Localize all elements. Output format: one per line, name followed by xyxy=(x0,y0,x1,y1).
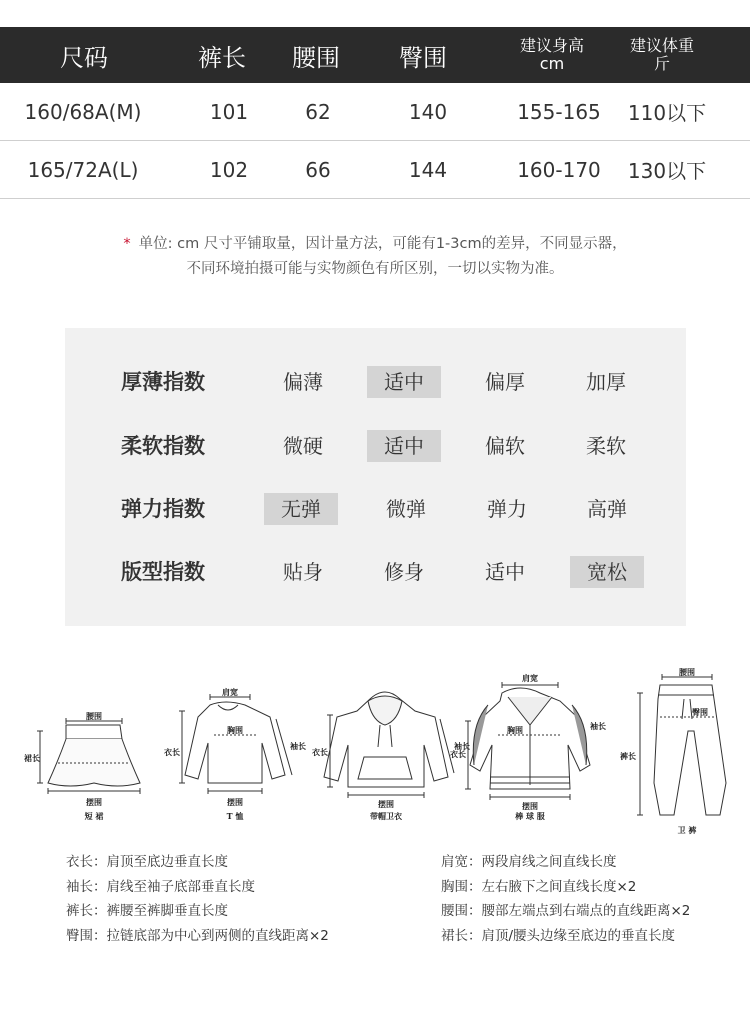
definition-item: 袖长：肩线至袖子底部垂直长度 xyxy=(66,878,255,895)
table-cell: 165/72A(L) xyxy=(27,157,139,182)
table-cell: 130以下 xyxy=(627,159,707,183)
note-line-1: 单位: cm 尺寸平铺取量，因计量方法，可能有1-3cm的差异，不同显示器， xyxy=(138,236,627,252)
hoodie-sleeve-label: 袖长 xyxy=(454,741,470,751)
jacket-length-label: 衣长 xyxy=(450,749,466,759)
baseball-jacket-diagram xyxy=(465,682,590,800)
hoodie-hem-label: 摆围 xyxy=(378,799,394,809)
index-option: 适中 xyxy=(485,560,525,584)
hoodie-length-label: 衣长 xyxy=(312,747,328,757)
tshirt-shoulder-label: 肩宽 xyxy=(222,687,238,697)
index-option: 修身 xyxy=(384,560,424,584)
skirt-length-label: 裙长 xyxy=(24,753,40,763)
jacket-name: 棒 球 服 xyxy=(515,811,545,821)
skirt-diagram xyxy=(37,718,140,794)
tshirt-chest-label: 胸围 xyxy=(227,725,243,735)
pants-name: 卫 裤 xyxy=(677,825,697,835)
index-row-thickness xyxy=(65,364,686,400)
definition-item: 裙长：肩顶/腰头边缘至底边的垂直长度 xyxy=(441,927,676,944)
jacket-shoulder-label: 肩宽 xyxy=(522,673,538,683)
table-cell: 102 xyxy=(209,157,249,182)
header-hip: 臀围 xyxy=(399,43,447,72)
size-table-header xyxy=(0,27,750,83)
diagrams-svg xyxy=(0,665,750,840)
jacket-hem-label: 摆围 xyxy=(522,801,538,811)
header-height: 建议身高 cm xyxy=(519,36,585,73)
skirt-waist-label: 腰围 xyxy=(86,711,102,721)
table-cell: 160/68A(M) xyxy=(24,99,142,124)
definition-item: 衣长：肩顶至底边垂直长度 xyxy=(66,854,228,870)
index-option: 弹力 xyxy=(487,497,527,521)
measurement-note xyxy=(0,232,750,282)
asterisk-icon: * xyxy=(123,236,131,252)
table-row xyxy=(0,141,750,199)
table-cell: 140 xyxy=(408,99,448,124)
table-cell: 66 xyxy=(305,157,331,182)
tshirt-name: T 恤 xyxy=(226,811,244,821)
hoodie-name: 带帽卫衣 xyxy=(370,811,402,821)
header-pants-length: 裤长 xyxy=(198,43,246,72)
hoodie-diagram xyxy=(324,692,454,798)
definition-item: 腰围：腰部左端点到右端点的直线距离×2 xyxy=(441,903,691,919)
definitions-right xyxy=(441,850,690,948)
index-option: 微弹 xyxy=(386,497,426,521)
definition-item: 胸围：左右腋下之间直线长度×2 xyxy=(441,878,637,895)
pants-length-label: 裤长 xyxy=(620,751,636,761)
index-label: 柔软指数 xyxy=(121,434,205,458)
tshirt-hem-label: 摆围 xyxy=(227,797,243,807)
fabric-index-panel xyxy=(65,328,686,626)
index-option: 加厚 xyxy=(586,370,626,394)
header-waist: 腰围 xyxy=(292,43,340,72)
table-cell: 160-170 xyxy=(517,157,601,182)
table-cell: 62 xyxy=(305,99,331,124)
pants-diagram xyxy=(637,674,726,815)
jacket-chest-label: 胸围 xyxy=(507,725,523,735)
note-line-2: 不同环境拍摄可能与实物颜色有所区别，一切以实物为准。 xyxy=(186,261,564,277)
index-option: 柔软 xyxy=(586,434,626,458)
definitions-left xyxy=(66,850,329,948)
table-cell: 101 xyxy=(209,99,249,124)
index-option: 适中 xyxy=(367,366,441,398)
pants-waist-label: 腰围 xyxy=(679,667,695,677)
definition-item: 裤长：裤腰至裤脚垂直长度 xyxy=(66,903,228,919)
index-option: 偏厚 xyxy=(485,370,525,394)
table-cell: 110以下 xyxy=(627,101,707,125)
tshirt-length-label: 衣长 xyxy=(164,747,180,757)
tshirt-sleeve-label: 袖长 xyxy=(290,741,306,751)
index-row-fit xyxy=(65,554,686,590)
jacket-sleeve-label: 袖长 xyxy=(590,721,606,731)
skirt-hem-label: 摆围 xyxy=(86,797,102,807)
index-option: 微硬 xyxy=(283,434,323,458)
index-option: 无弹 xyxy=(264,493,338,525)
skirt-name: 短 裙 xyxy=(84,811,104,821)
index-row-elasticity xyxy=(65,491,686,527)
definition-item: 肩宽：两段肩线之间直线长度 xyxy=(441,854,617,870)
table-row xyxy=(0,83,750,141)
index-label: 弹力指数 xyxy=(121,497,205,521)
index-row-softness xyxy=(65,428,686,464)
table-cell: 155-165 xyxy=(517,99,601,124)
index-option: 宽松 xyxy=(570,556,644,588)
table-cell: 144 xyxy=(408,157,448,182)
header-weight: 建议体重 斤 xyxy=(629,36,695,73)
header-size: 尺码 xyxy=(60,43,108,72)
size-table xyxy=(0,27,750,199)
index-option: 偏软 xyxy=(485,434,525,458)
index-option: 适中 xyxy=(367,430,441,462)
measurement-diagrams xyxy=(0,665,750,840)
index-option: 贴身 xyxy=(283,560,323,584)
index-label: 厚薄指数 xyxy=(121,370,205,394)
tshirt-diagram xyxy=(179,694,292,794)
index-option: 高弹 xyxy=(587,497,627,521)
definition-item: 臀围：拉链底部为中心到两侧的直线距离×2 xyxy=(66,927,329,944)
pants-hip-label: 臀围 xyxy=(692,707,708,717)
index-option: 偏薄 xyxy=(283,370,323,394)
index-label: 版型指数 xyxy=(121,560,205,584)
